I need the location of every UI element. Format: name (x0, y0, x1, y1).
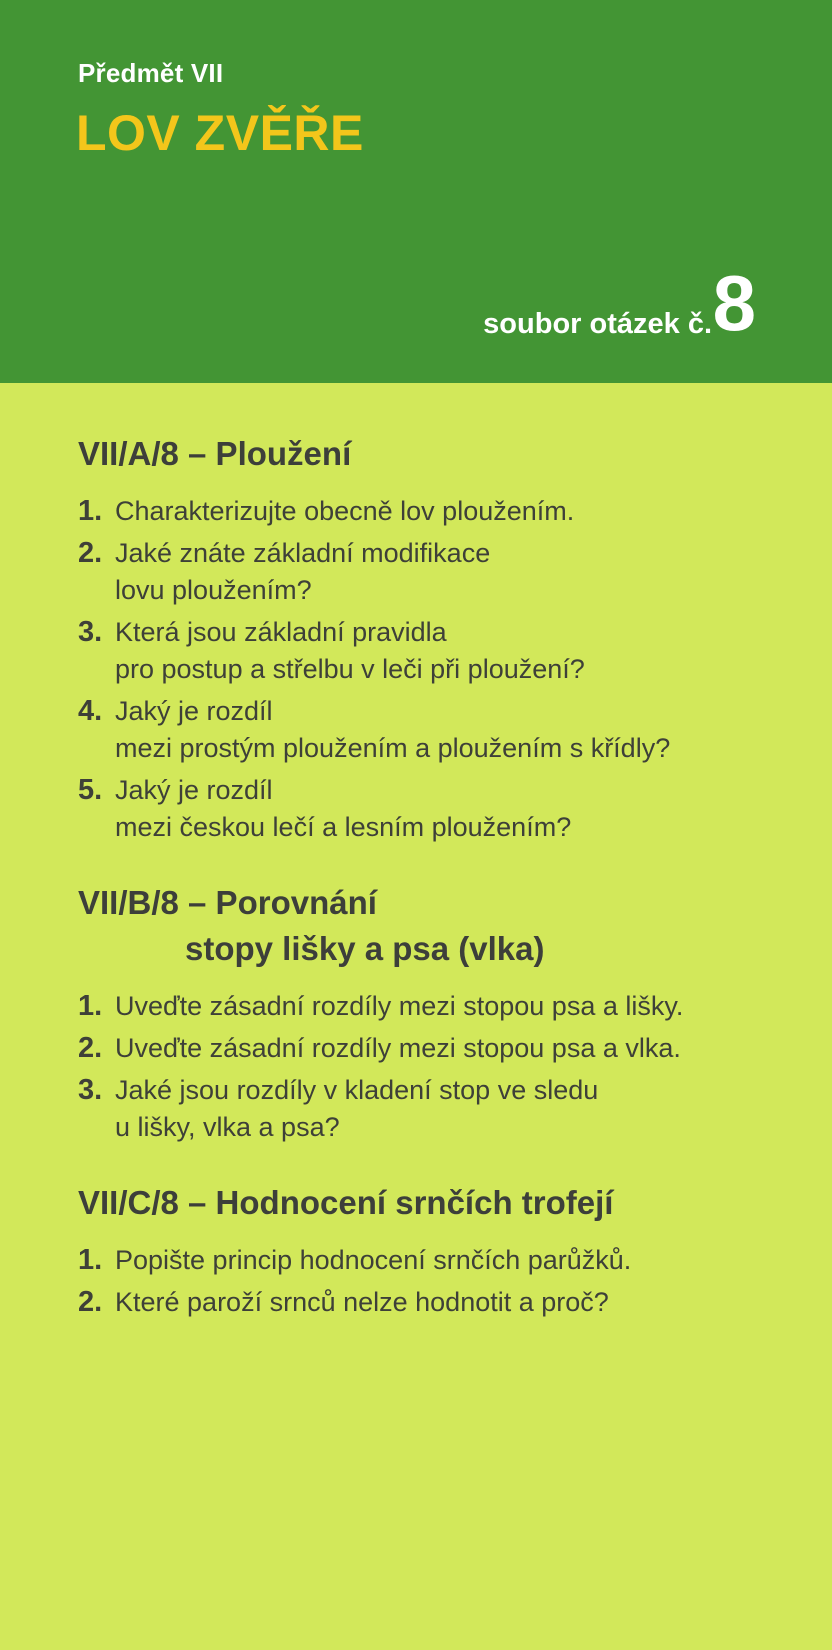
section-c (78, 1180, 792, 1321)
section-title (78, 880, 792, 972)
question-text-cont: pro postup a střelbu v leči při ploužení? (115, 654, 585, 684)
section-title-main: VII/B/8 – Porovnání (78, 884, 377, 921)
question-item (78, 1242, 792, 1279)
section-a (78, 431, 792, 846)
section-title-cont: stopy lišky a psa (vlka) (185, 930, 545, 967)
question-set-number: 8 (712, 259, 756, 347)
section-b (78, 880, 792, 1146)
subject-label: Předmět VII (78, 58, 224, 88)
question-text: Jaký je rozdíl (115, 775, 273, 805)
subject-title: LOV ZVĚŘE (76, 105, 364, 161)
question-number: 2. (78, 537, 103, 569)
question-text-cont: mezi českou lečí a lesním ploužením? (115, 812, 572, 842)
question-set-label: soubor otázek č. (483, 308, 712, 340)
question-item (78, 693, 792, 767)
question-number: 4. (78, 695, 103, 727)
question-text: Která jsou základní pravidla (115, 617, 447, 647)
question-item (78, 988, 792, 1025)
question-text: Popište princip hodnocení srnčích parůžků. (115, 1245, 632, 1275)
question-text: Charakterizujte obecně lov ploužením. (115, 496, 575, 526)
question-number: 1. (78, 990, 103, 1022)
question-number: 2. (78, 1286, 103, 1318)
question-number: 3. (78, 1074, 103, 1106)
question-number: 5. (78, 774, 103, 806)
question-text-cont: u lišky, vlka a psa? (115, 1112, 340, 1142)
header-banner (0, 0, 832, 383)
question-item (78, 614, 792, 688)
section-title (78, 431, 792, 477)
section-title-main: VII/A/8 – Ploužení (78, 435, 352, 472)
question-item (78, 493, 792, 530)
question-text: Uveďte zásadní rozdíly mezi stopou psa a vlka. (115, 1033, 681, 1063)
question-number: 3. (78, 616, 103, 648)
question-text: Jaký je rozdíl (115, 696, 273, 726)
question-item (78, 535, 792, 609)
section-title (78, 1180, 792, 1226)
question-item (78, 772, 792, 846)
question-text: Jaké jsou rozdíly v kladení stop ve sledu (115, 1075, 599, 1105)
question-text-cont: lovu ploužením? (115, 575, 312, 605)
question-item (78, 1072, 792, 1146)
section-title-main: VII/C/8 – Hodnocení srnčích trofejí (78, 1184, 614, 1221)
question-item (78, 1030, 792, 1067)
question-number: 1. (78, 495, 103, 527)
question-item (78, 1284, 792, 1321)
question-text: Jaké znáte základní modifikace (115, 538, 491, 568)
question-content (0, 383, 832, 1321)
question-text: Které paroží srnců nelze hodnotit a proč? (115, 1287, 609, 1317)
question-number: 2. (78, 1032, 103, 1064)
question-text: Uveďte zásadní rozdíly mezi stopou psa a lišky. (115, 991, 684, 1021)
question-number: 1. (78, 1244, 103, 1276)
question-text-cont: mezi prostým ploužením a ploužením s křídly? (115, 733, 671, 763)
